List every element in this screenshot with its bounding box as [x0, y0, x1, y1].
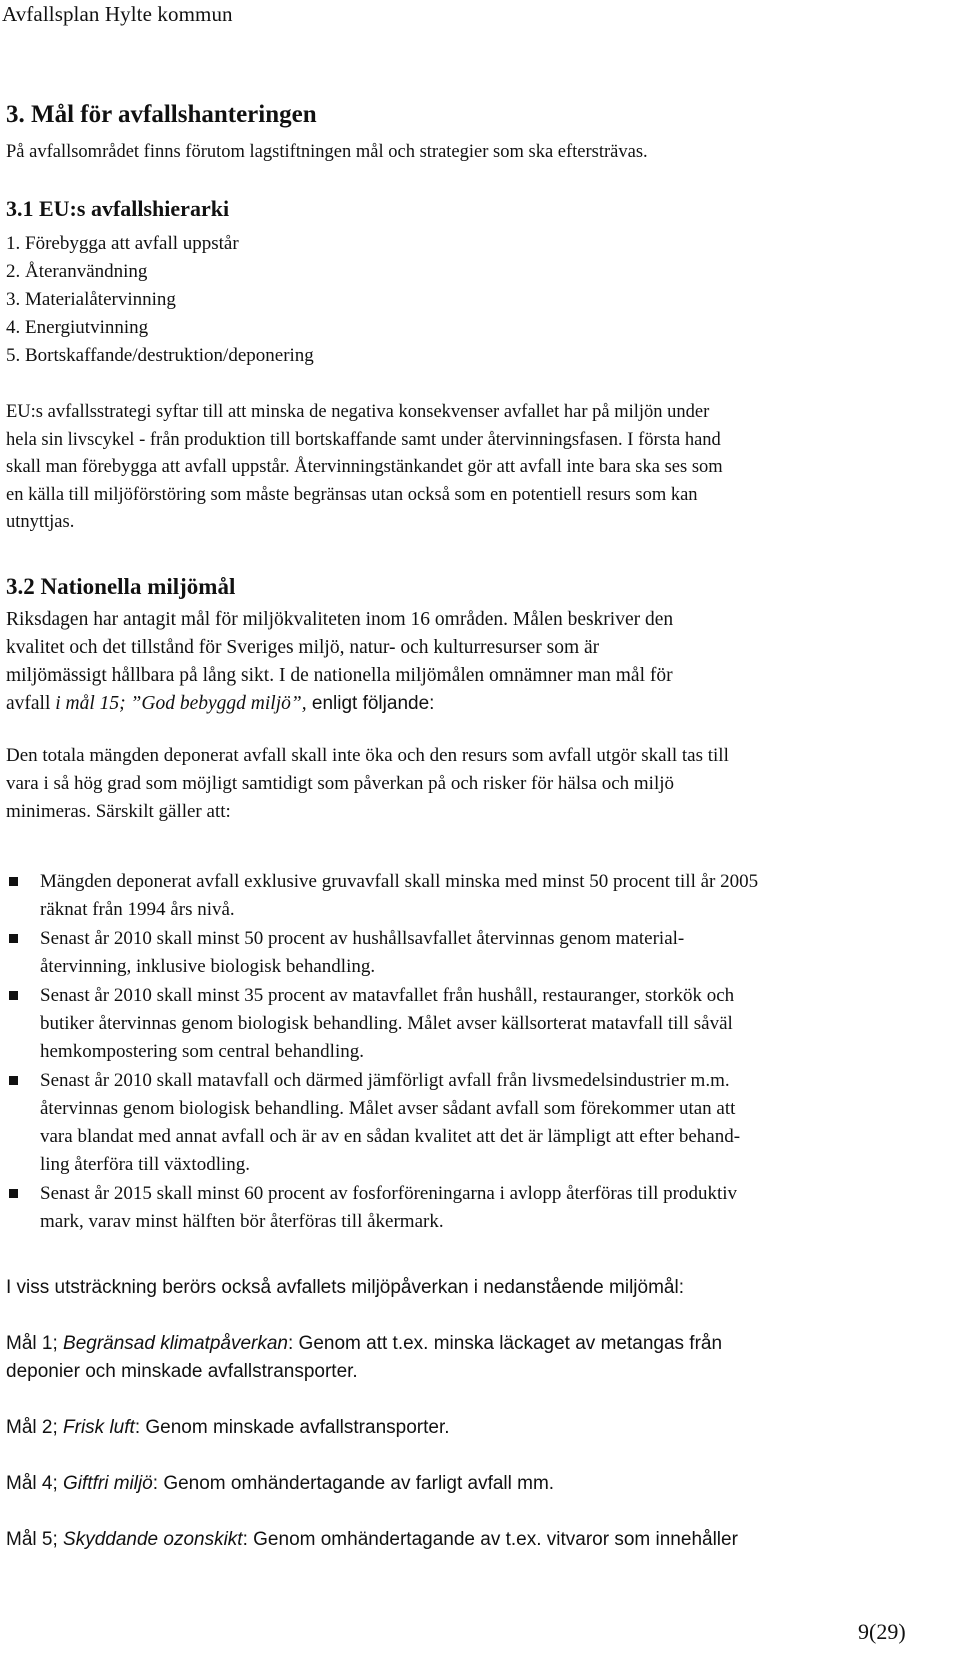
paragraph-line: EU:s avfallsstrategi syftar till att minska de negativa konsekvenser avfallet har på miljön under	[6, 402, 710, 422]
goal-prefix: Mål 2;	[6, 1417, 64, 1438]
bullet-line: mark, varav minst hälften bör återföras till åkermark.	[40, 1211, 444, 1232]
square-bullet-icon	[9, 1076, 18, 1085]
paragraph-line: utnyttjas.	[6, 512, 75, 532]
paragraph-line: hela sin livscykel - från produktion till bortskaffande samt under återvinningsfasen. I första hand	[6, 429, 721, 450]
paragraph-line: skall man förebygga att avfall uppstår. Återvinningstänkandet gör att avfall inte bara ska ses som	[6, 457, 723, 477]
hierarchy-item: 5. Bortskaffande/destruktion/deponering	[6, 345, 314, 366]
goal-2-paragraph	[6, 1414, 906, 1442]
document-header-title: Avfallsplan Hylte kommun	[2, 2, 233, 26]
bullet-line: Senast år 2010 skall minst 50 procent av hushållsavfallet återvinnas genom material-	[40, 928, 685, 949]
paragraph-line: vara i så hög grad som möjligt samtidigt som påverkan på och risker för hälsa och miljö	[6, 773, 675, 794]
bullet-item	[6, 1067, 951, 1179]
square-bullet-icon	[9, 877, 18, 886]
line-suffix: enligt följande:	[306, 693, 435, 714]
goal-15-reference: i mål 15; ”God bebyggd miljö”,	[55, 693, 307, 714]
paragraph-line: miljömässigt hållbara på lång sikt. I de nationella miljömålen omnämner man mål för	[6, 665, 673, 686]
square-bullet-icon	[9, 991, 18, 1000]
bullet-line: Mängden deponerat avfall exklusive gruvavfall skall minska med minst 50 procent till år 2005	[40, 871, 759, 892]
paragraph-line: kvalitet och det tillstånd för Sveriges miljö, natur- och kulturresurser som är	[6, 637, 600, 658]
hierarchy-item: 4. Energiutvinning	[6, 317, 149, 338]
paragraph-line: minimeras. Särskilt gäller att:	[6, 801, 231, 822]
goal-text: : Genom att t.ex. minska läckaget av metangas från	[288, 1333, 723, 1354]
bullet-line: räknat från 1994 års nivå.	[40, 899, 235, 920]
bullet-line: återvinnas genom biologisk behandling. Målet avser sådant avfall som förekommer utan att	[40, 1098, 736, 1119]
goal-name: Begränsad klimatpåverkan	[63, 1333, 288, 1354]
goal-text: : Genom omhändertagande av t.ex. vitvaror som innehåller	[242, 1529, 738, 1550]
square-bullet-icon	[9, 1189, 18, 1198]
hierarchy-item: 3. Materialåtervinning	[6, 289, 176, 310]
targets-bullet-list	[6, 868, 951, 1237]
paragraph-line: Riksdagen har antagit mål för miljökvaliteten inom 16 områden. Målen beskriver den	[6, 609, 674, 630]
national-goals-paragraph	[6, 606, 936, 718]
bullet-line: hemkompostering som central behandling.	[40, 1041, 364, 1062]
square-bullet-icon	[9, 934, 18, 943]
goal-text: : Genom minskade avfallstransporter.	[134, 1417, 450, 1438]
section-3-heading: 3. Mål för avfallshanteringen	[6, 101, 317, 128]
goal-name: Frisk luft	[63, 1417, 135, 1438]
paragraph-line	[6, 1330, 906, 1358]
line-prefix: avfall	[6, 693, 56, 714]
bullet-line: Senast år 2015 skall minst 60 procent av fosforföreningarna i avlopp återföras till produktiv	[40, 1183, 738, 1204]
bullet-item	[6, 868, 951, 924]
section-3-intro: På avfallsområdet finns förutom lagstiftningen mål och strategier som ska eftersträvas.	[6, 142, 648, 162]
bullet-item	[6, 925, 951, 981]
section-3-1-heading: 3.1 EU:s avfallshierarki	[6, 196, 230, 221]
bullet-item	[6, 982, 951, 1066]
section-3-2-heading: 3.2 Nationella miljömål	[6, 574, 236, 599]
waste-hierarchy-list	[6, 230, 314, 370]
paragraph-line: Den totala mängden deponerat avfall skall inte öka och den resurs som avfall utgör skall tas till	[6, 745, 729, 766]
bullet-line: vara blandat med annat avfall och är av en sådan kvalitet att det är lämpligt att efter behand-	[40, 1126, 741, 1147]
goal-text: : Genom omhändertagande av farligt avfall mm.	[152, 1473, 555, 1494]
bullet-item	[6, 1180, 951, 1236]
also-affected-paragraph: I viss utsträckning berörs också avfallets miljöpåverkan i nedanstående miljömål:	[6, 1277, 684, 1298]
goal-prefix: Mål 4;	[6, 1473, 64, 1494]
eu-strategy-paragraph	[6, 399, 946, 537]
bullet-line: Senast år 2010 skall matavfall och därmed jämförligt avfall från livsmedelsindustrier m.m.	[40, 1070, 730, 1091]
bullet-line: återvinning, inklusive biologisk behandling.	[40, 956, 376, 977]
paragraph-line: deponier och minskade avfallstransporter.	[6, 1361, 358, 1382]
goal-5-paragraph	[6, 1526, 906, 1554]
paragraph-line: en källa till miljöförstöring som måste begränsas utan också som en potentiell resurs som kan	[6, 484, 698, 505]
bullet-line: butiker återvinnas genom biologisk behandling. Målet avser källsorterat matavfall till såväl	[40, 1013, 733, 1034]
bullet-line: Senast år 2010 skall minst 35 procent av matavfallet från hushåll, restauranger, storkök och	[40, 985, 735, 1006]
goal-prefix: Mål 1;	[6, 1333, 64, 1354]
goal-name: Skyddande ozonskikt	[63, 1529, 243, 1550]
hierarchy-item: 2. Återanvändning	[6, 261, 148, 282]
goal-prefix: Mål 5;	[6, 1529, 64, 1550]
hierarchy-item: 1. Förebygga att avfall uppstår	[6, 233, 239, 254]
goal-4-paragraph	[6, 1470, 906, 1498]
page-number: 9(29)	[858, 1619, 906, 1644]
bullet-line: ling återföra till växtodling.	[40, 1154, 251, 1175]
paragraph-line	[6, 690, 936, 718]
total-waste-paragraph	[6, 742, 946, 826]
goal-1-paragraph	[6, 1330, 906, 1386]
goal-name: Giftfri miljö	[63, 1473, 153, 1494]
